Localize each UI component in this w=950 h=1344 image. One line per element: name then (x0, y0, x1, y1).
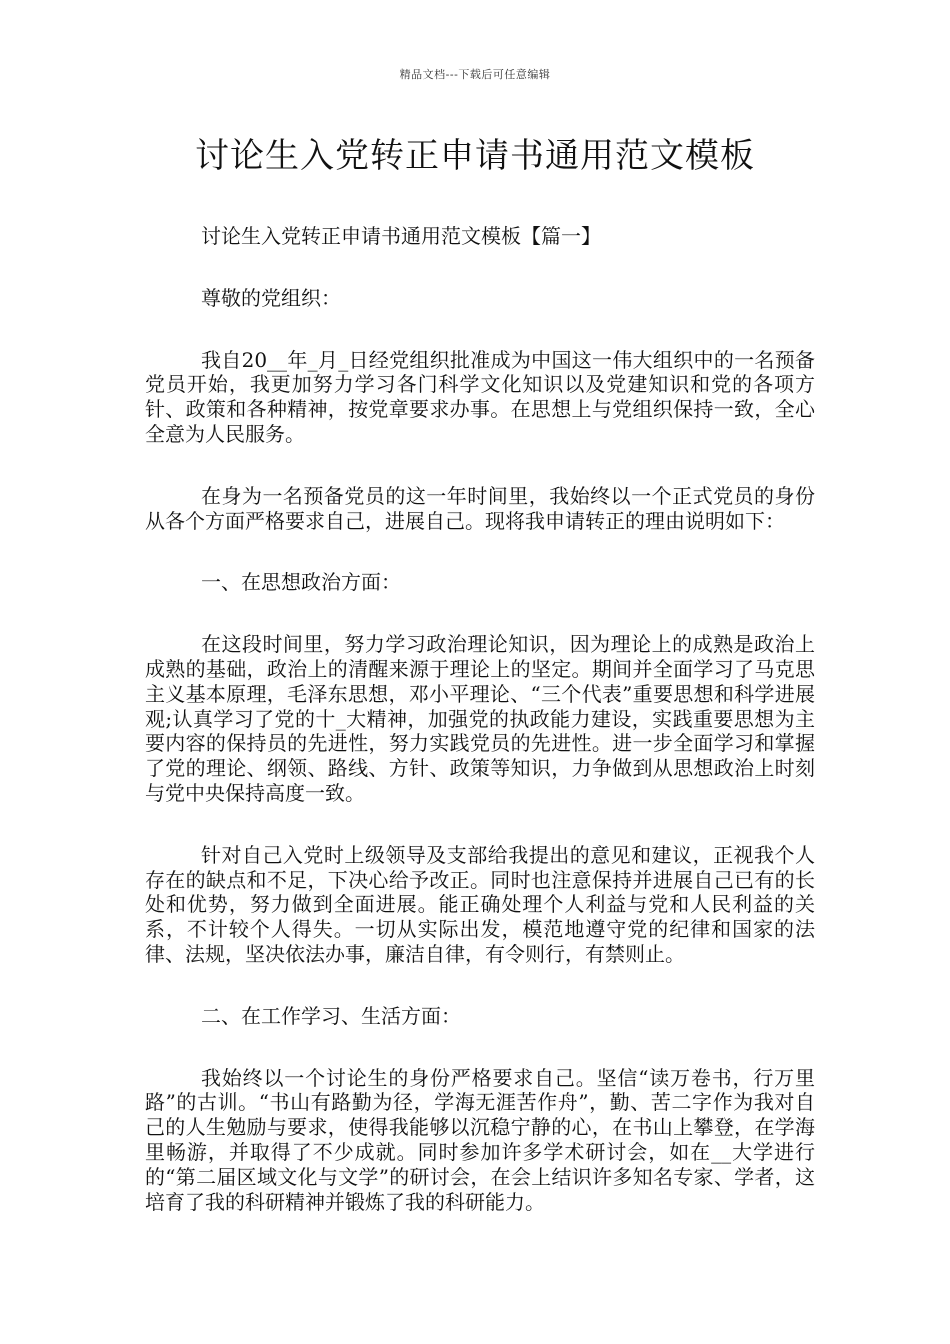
heading-political-thought: 一、在思想政治方面： (201, 570, 401, 595)
section-heading-part-one: 讨论生入党转正申请书通用范文模板【篇一】 (201, 224, 601, 248)
document-title: 讨论生入党转正申请书通用范文模板 (195, 136, 755, 176)
document-body (145, 224, 815, 1251)
header-note: 精品文档---下载后可任意编辑 (399, 68, 551, 81)
paragraph-reasons: 在身为一名预备党员的这一年时间里，我始终以一个正式党员的身份从各个方面严格要求自己，进展自己。现将我申请转正的理由说明如下： (145, 483, 815, 533)
paragraph-political-study: 在这段时间里，努力学习政治理论知识，因为理论上的成熟是政治上成熟的基础，政治上的清醒来源于理论上的坚定。期间并全面学习了马克思主义基本原理，毛泽东思想，邓小平理论、“三个代表”重要思想和科学进展观;认真学习了党的十_大精神，加强党的执政能力建设，实践重要思想为主要内容的保持员的先进性，努力实践党员的先进性。进一步全面学习和掌握了党的理论、纲领、路线、方针、政策等知识，力争做到从思想政治上时刻与党中央保持高度一致。 (145, 632, 815, 805)
paragraph-self-improvement: 针对自己入党时上级领导及支部给我提出的意见和建议，正视我个人存在的缺点和不足，下决心给予改正。同时也注意保持并进展自己已有的长处和优势，努力做到全面进展。能正确处理个人利益与党和人民利益的关系，不计较个人得失。一切从实际出发，模范地遵守党的纪律和国家的法律、法规，坚决依法办事，廉洁自律，有令则行，有禁则止。 (145, 842, 815, 966)
salutation: 尊敬的党组织： (201, 285, 341, 310)
heading-work-study-life: 二、在工作学习、生活方面： (201, 1003, 461, 1028)
paragraph-study-research: 我始终以一个讨论生的身份严格要求自己。坚信“读万卷书，行万里路”的古训。“书山有路勤为径，学海无涯苦作舟”，勤、苦二字作为我对自己的人生勉励与要求，使得我能够以沉稳宁静的心，在书山上攀登，在学海里畅游，并取得了不少成就。同时参加许多学术研讨会，如在__大学进行的“第二届区域文化与文学”的研讨会，在会上结识许多知名专家、学者，这培育了我的科研精神并锻炼了我的科研能力。 (145, 1065, 815, 1214)
paragraph-intro: 我自20__年_月_日经党组织批准成为中国这一伟大组织中的一名预备党员开始，我更加努力学习各门科学文化知识以及党建知识和党的各项方针、政策和各种精神，按党章要求办事。在思想上与党组织保持一致，全心全意为人民服务。 (145, 347, 815, 446)
